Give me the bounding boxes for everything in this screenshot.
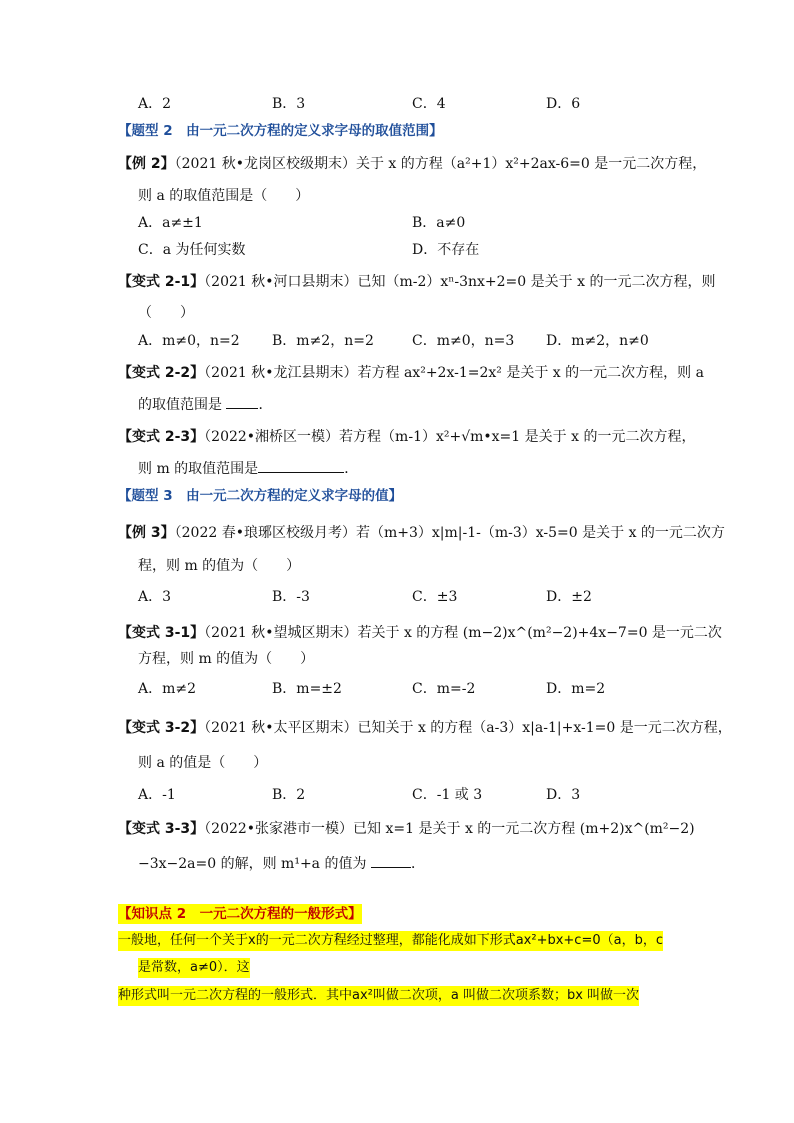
example-2-option-c[interactable]: C．a 为任何实数 bbox=[138, 242, 246, 258]
example-2-text: （2021 秋•龙岗区校级期末）关于 x 的方程（a²+1）x²+2ax-6=0 是一元二次方程， bbox=[174, 156, 707, 172]
variant-2-2-line-1 bbox=[118, 363, 704, 383]
variant-3-2-option-b[interactable]: B．2 bbox=[272, 787, 306, 803]
variant-3-3-line-2: −3x−2a=0 的解，则 m¹+a 的值为 ． bbox=[138, 856, 425, 872]
prev-option-b[interactable]: B．3 bbox=[272, 96, 306, 112]
variant-3-1-text: （2021 秋•望城区期末）若关于 x 的方程 (m−2)x^(m²−2)+4x−7=0 是一元二次 bbox=[204, 625, 722, 641]
variant-2-3-text: （2022•湘桥区一模）若方程（m-1）x²+√m•x=1 是关于 x 的一元二次方程， bbox=[204, 429, 696, 445]
example-3-option-c[interactable]: C．±3 bbox=[412, 589, 458, 605]
variant-2-1-option-b[interactable]: B．m≠2，n=2 bbox=[272, 333, 374, 349]
variant-2-2-text-2: 的取值范围是 bbox=[138, 397, 222, 413]
knowledge-point-2-line-3: 种形式叫一元二次方程的一般形式．其中ax²叫做二次项，a 叫做二次项系数；bx 叫做一次 bbox=[118, 986, 639, 1006]
answer-blank[interactable] bbox=[371, 867, 411, 868]
example-2-option-a[interactable]: A．a≠±1 bbox=[138, 215, 203, 231]
example-2-option-b[interactable]: B．a≠0 bbox=[412, 215, 466, 231]
example-3-option-b[interactable]: B．-3 bbox=[272, 589, 310, 605]
variant-3-1-line-1 bbox=[118, 623, 722, 643]
variant-3-3-line-1 bbox=[118, 819, 695, 839]
example-3-line-2: 程，则 m 的值为（ ） bbox=[138, 558, 301, 574]
variant-3-2-line-2: 则 a 的值是（ ） bbox=[138, 755, 268, 771]
variant-2-1-option-a[interactable]: A．m≠0，n=2 bbox=[138, 333, 240, 349]
prev-option-c[interactable]: C．4 bbox=[412, 96, 446, 112]
example-3-tag: 【例 3】 bbox=[118, 525, 175, 541]
knowledge-point-2-heading: 【知识点 2 一元二次方程的一般形式】 bbox=[118, 906, 362, 922]
variant-2-1-line-2: （ ） bbox=[138, 305, 194, 321]
variant-3-1-option-a[interactable]: A．m≠2 bbox=[138, 681, 197, 697]
variant-3-1-line-2: 方程，则 m 的值为（ ） bbox=[138, 651, 315, 667]
prev-option-d[interactable]: D．6 bbox=[546, 96, 581, 112]
answer-blank[interactable] bbox=[258, 472, 344, 473]
variant-2-1-line-1 bbox=[118, 272, 715, 292]
example-3-option-d[interactable]: D．±2 bbox=[546, 589, 592, 605]
variant-3-2-option-a[interactable]: A．-1 bbox=[138, 787, 176, 803]
example-3-option-a[interactable]: A．3 bbox=[138, 589, 172, 605]
topic-3-heading: 【题型 3 由一元二次方程的定义求字母的值】 bbox=[118, 488, 403, 504]
variant-2-2-line-2: 的取值范围是 ． bbox=[138, 397, 273, 413]
example-3-text: （2022 春•琅琊区校级月考）若（m+3）x|m|-1-（m-3）x-5=0 是关于 x 的一元二次方 bbox=[174, 525, 725, 541]
knowledge-point-2-line-1: 一般地，任何一个关于x的一元二次方程经过整理，都能化成如下形式ax²+bx+c=0（a，b，c bbox=[118, 931, 663, 951]
variant-3-2-tag: 【变式 3-2】 bbox=[118, 720, 205, 736]
variant-3-1-tag: 【变式 3-1】 bbox=[118, 625, 205, 641]
variant-3-3-text: （2022•张家港市一模）已知 x=1 是关于 x 的一元二次方程 (m+2)x^(m²−2) bbox=[204, 821, 695, 837]
variant-2-2-text: （2021 秋•龙江县期末）若方程 ax²+2x-1=2x² 是关于 x 的一元二次方程，则 a bbox=[204, 365, 704, 381]
example-2-option-d[interactable]: D．不存在 bbox=[412, 242, 480, 258]
variant-3-3-text-2: −3x−2a=0 的解，则 m¹+a 的值为 bbox=[138, 856, 367, 872]
variant-3-1-option-c[interactable]: C．m=-2 bbox=[412, 681, 476, 697]
example-2-line-2: 则 a 的取值范围是（ ） bbox=[138, 188, 310, 204]
variant-3-1-option-d[interactable]: D．m=2 bbox=[546, 681, 606, 697]
variant-3-2-line-1 bbox=[118, 718, 732, 738]
variant-2-1-text: （2021 秋•河口县期末）已知（m-2）xⁿ-3nx+2=0 是关于 x 的一元二次方程，则 bbox=[204, 274, 716, 290]
variant-2-1-option-d[interactable]: D．m≠2，n≠0 bbox=[546, 333, 649, 349]
knowledge-point-2-line-2: 是常数，a≠0）．这 bbox=[138, 958, 250, 978]
variant-2-1-option-c[interactable]: C．m≠0，n=3 bbox=[412, 333, 515, 349]
variant-2-2-tag: 【变式 2-2】 bbox=[118, 365, 205, 381]
variant-3-1-option-b[interactable]: B．m=±2 bbox=[272, 681, 342, 697]
variant-2-3-line-2: 则 m 的取值范围是 ． bbox=[138, 461, 359, 477]
variant-3-3-tag: 【变式 3-3】 bbox=[118, 821, 205, 837]
example-2-line-1 bbox=[118, 154, 706, 174]
variant-2-3-tag: 【变式 2-3】 bbox=[118, 429, 205, 445]
variant-2-3-line-1 bbox=[118, 427, 695, 447]
answer-blank[interactable] bbox=[226, 408, 258, 409]
example-3-line-1 bbox=[118, 523, 725, 543]
topic-2-heading: 【题型 2 由一元二次方程的定义求字母的取值范围】 bbox=[118, 123, 443, 139]
variant-2-3-text-2: 则 m 的取值范围是 bbox=[138, 461, 259, 477]
example-2-tag: 【例 2】 bbox=[118, 156, 175, 172]
variant-3-2-option-c[interactable]: C．-1 或 3 bbox=[412, 787, 483, 803]
prev-option-a[interactable]: A．2 bbox=[138, 96, 172, 112]
variant-3-2-option-d[interactable]: D．3 bbox=[546, 787, 581, 803]
variant-3-2-text: （2021 秋•太平区期末）已知关于 x 的方程（a-3）x|a-1|+x-1=0 是一元二次方程， bbox=[204, 720, 732, 736]
variant-2-1-tag: 【变式 2-1】 bbox=[118, 274, 205, 290]
